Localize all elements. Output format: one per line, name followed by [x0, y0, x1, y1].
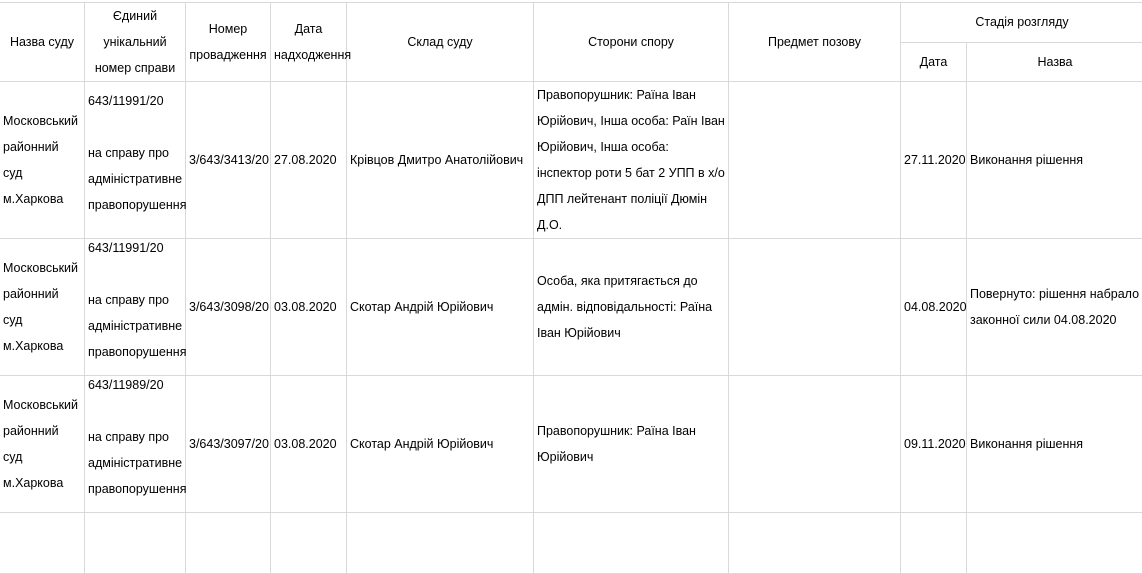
case-number-cell: [85, 376, 186, 513]
proceeding-cell: 3/643/3413/20: [186, 82, 271, 239]
header-parties: Сторони спору: [534, 3, 729, 82]
parties-cell: Правопорушник: Раїна Іван Юрійович: [534, 376, 729, 513]
header-court-composition: Склад суду: [347, 3, 534, 82]
table-row: [0, 239, 1142, 376]
claim-subject-cell: [729, 376, 901, 513]
case-description: на справу про адміністративне правопорушення: [88, 293, 186, 359]
claim-subject-cell: [729, 239, 901, 376]
received-date-cell: 03.08.2020: [271, 376, 347, 513]
case-number-cell: [85, 82, 186, 239]
case-description: на справу про адміністративне правопорушення: [88, 146, 186, 212]
header-court-name: Назва суду: [0, 3, 85, 82]
empty-cell: [967, 513, 1142, 574]
case-number-cell: [85, 239, 186, 376]
received-date-cell: 27.08.2020: [271, 82, 347, 239]
header-claim-subject: Предмет позову: [729, 3, 901, 82]
court-cell: Московський районний суд м.Харкова: [0, 239, 85, 376]
header-stage-name: Назва: [967, 42, 1142, 82]
court-cell: Московський районний суд м.Харкова: [0, 82, 85, 239]
empty-cell: [534, 513, 729, 574]
stage-name-cell: Повернуто: рішення набрало законної сили 04.08.2020: [967, 239, 1142, 376]
parties-cell: Особа, яка притягається до адмін. відповідальності: Раїна Іван Юрійович: [534, 239, 729, 376]
empty-cell: [85, 513, 186, 574]
table-row: [0, 82, 1142, 239]
proceeding-cell: 3/643/3097/20: [186, 376, 271, 513]
court-cell: Московський районний суд м.Харкова: [0, 376, 85, 513]
case-description: на справу про адміністративне правопорушення: [88, 430, 186, 496]
stage-name-cell: Виконання рішення: [967, 376, 1142, 513]
court-cases-table: [0, 2, 1142, 574]
table-header: [0, 3, 1142, 82]
header-case-number: Єдиний унікальний номер справи: [85, 3, 186, 82]
stage-date-cell: 09.11.2020: [901, 376, 967, 513]
header-proceeding-number: Номер провадження: [186, 3, 271, 82]
stage-date-cell: 04.08.2020: [901, 239, 967, 376]
table-row-partial: [0, 513, 1142, 574]
header-stage-date: Дата: [901, 42, 967, 82]
parties-cell: Правопорушник: Раїна Іван Юрійович, Інша особа: Раїн Іван Юрійович, Інша особа: інспектор роти 5 бат 2 УПП в х/о ДПП лейтенант поліції Дюмін Д.О.: [534, 82, 729, 239]
judge-cell: Скотар Андрій Юрійович: [347, 376, 534, 513]
claim-subject-cell: [729, 82, 901, 239]
empty-cell: [271, 513, 347, 574]
stage-name-cell: Виконання рішення: [967, 82, 1142, 239]
header-receipt-date: Дата надходження: [271, 3, 347, 82]
case-number: 643/11989/20: [88, 372, 182, 398]
case-number: 643/11991/20: [88, 88, 182, 114]
proceeding-cell: 3/643/3098/20: [186, 239, 271, 376]
empty-cell: [0, 513, 85, 574]
received-date-cell: 03.08.2020: [271, 239, 347, 376]
judge-cell: Скотар Андрій Юрійович: [347, 239, 534, 376]
stage-date-cell: 27.11.2020: [901, 82, 967, 239]
empty-cell: [186, 513, 271, 574]
empty-cell: [347, 513, 534, 574]
empty-cell: [901, 513, 967, 574]
empty-cell: [729, 513, 901, 574]
table-row: [0, 376, 1142, 513]
judge-cell: Крівцов Дмитро Анатолійович: [347, 82, 534, 239]
header-stage: Стадія розгляду: [901, 3, 1142, 43]
case-number: 643/11991/20: [88, 235, 182, 261]
